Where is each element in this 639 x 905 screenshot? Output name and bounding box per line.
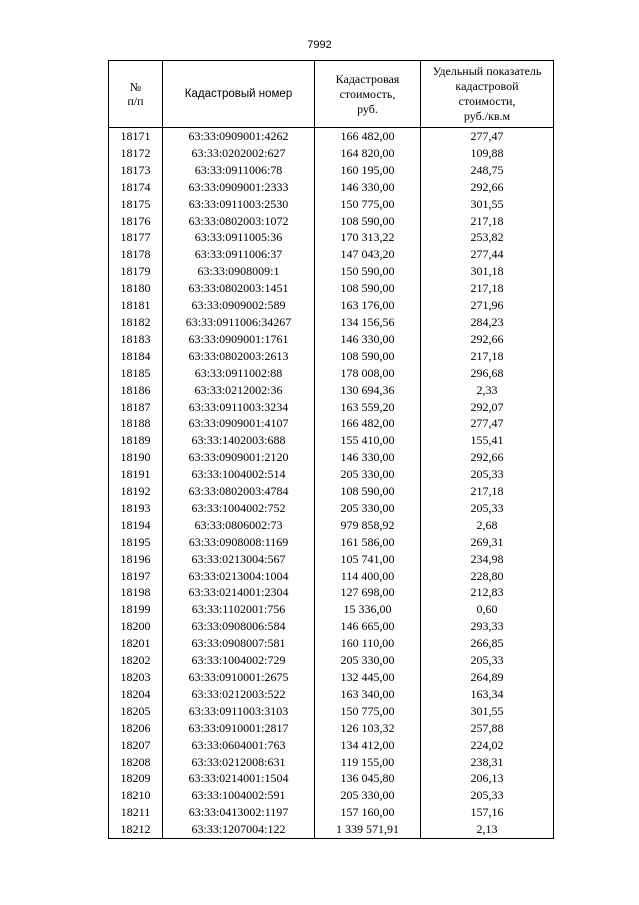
row-number-cell: 18195 [109, 534, 163, 551]
cadastral-number-cell: 63:33:0909001:2333 [163, 179, 315, 196]
cadastral-cost-cell: 205 330,00 [315, 500, 421, 517]
cadastral-number-cell: 63:33:0909002:589 [163, 297, 315, 314]
row-number-cell: 18204 [109, 686, 163, 703]
specific-indicator-cell: 2,68 [421, 517, 554, 534]
cadastral-number-cell: 63:33:0909001:4107 [163, 415, 315, 432]
cadastral-number-cell: 63:33:1004002:591 [163, 787, 315, 804]
cadastral-number-cell: 63:33:0911003:3234 [163, 399, 315, 416]
specific-indicator-cell: 257,88 [421, 720, 554, 737]
cadastral-cost-cell: 163 176,00 [315, 297, 421, 314]
cadastral-number-cell: 63:33:0908009:1 [163, 263, 315, 280]
specific-indicator-cell: 292,66 [421, 449, 554, 466]
specific-indicator-cell: 212,83 [421, 584, 554, 601]
row-number-cell: 18175 [109, 196, 163, 213]
table-row [109, 432, 554, 449]
cadastral-number-cell: 63:33:0213004:567 [163, 551, 315, 568]
header-number-line2: п/п [127, 94, 144, 108]
cadastral-number-cell: 63:33:0802003:2613 [163, 348, 315, 365]
cadastral-number-cell: 63:33:1004002:729 [163, 652, 315, 669]
table-row [109, 449, 554, 466]
cadastral-number-cell: 63:33:0911006:78 [163, 162, 315, 179]
cadastral-cost-cell: 134 156,56 [315, 314, 421, 331]
cadastral-cost-cell: 205 330,00 [315, 787, 421, 804]
specific-indicator-cell: 2,13 [421, 821, 554, 838]
cadastral-number-cell: 63:33:0202002:627 [163, 145, 315, 162]
cadastral-cost-cell: 108 590,00 [315, 213, 421, 230]
cadastral-number-cell: 63:33:0802003:1451 [163, 280, 315, 297]
cadastral-cost-cell: 108 590,00 [315, 483, 421, 500]
header-cost-line3: руб. [357, 101, 378, 116]
row-number-cell: 18200 [109, 618, 163, 635]
specific-indicator-cell: 292,07 [421, 399, 554, 416]
cadastral-cost-cell: 147 043,20 [315, 246, 421, 263]
specific-indicator-cell: 163,34 [421, 686, 554, 703]
table-row [109, 787, 554, 804]
table-row [109, 213, 554, 230]
cadastral-number-cell: 63:33:0802003:4784 [163, 483, 315, 500]
cadastral-cost-cell: 979 858,92 [315, 517, 421, 534]
cadastral-cost-cell: 170 313,22 [315, 229, 421, 246]
table-row [109, 652, 554, 669]
table-row [109, 534, 554, 551]
header-spec-line3: стоимости, [458, 94, 516, 108]
specific-indicator-cell: 277,44 [421, 246, 554, 263]
cadastral-number-cell: 63:33:0911002:88 [163, 365, 315, 382]
specific-indicator-cell: 296,68 [421, 365, 554, 382]
cadastral-cost-cell: 160 110,00 [315, 635, 421, 652]
table-row [109, 399, 554, 416]
table-row [109, 382, 554, 399]
cadastral-cost-cell: 15 336,00 [315, 601, 421, 618]
cadastral-number-cell: 63:33:0908007:581 [163, 635, 315, 652]
row-number-cell: 18191 [109, 466, 163, 483]
cadastral-cost-cell: 108 590,00 [315, 280, 421, 297]
row-number-cell: 18193 [109, 500, 163, 517]
specific-indicator-cell: 292,66 [421, 331, 554, 348]
row-number-cell: 18186 [109, 382, 163, 399]
cadastral-number-cell: 63:33:0911006:37 [163, 246, 315, 263]
specific-indicator-cell: 253,82 [421, 229, 554, 246]
header-number [109, 61, 163, 128]
cadastral-number-cell: 63:33:0908006:584 [163, 618, 315, 635]
table-row [109, 365, 554, 382]
cadastral-number-cell: 63:33:0908008:1169 [163, 534, 315, 551]
specific-indicator-cell: 228,80 [421, 568, 554, 585]
cadastral-number-cell: 63:33:0909001:1761 [163, 331, 315, 348]
header-cost-line2: стоимость, [339, 86, 396, 101]
row-number-cell: 18196 [109, 551, 163, 568]
specific-indicator-cell: 293,33 [421, 618, 554, 635]
row-number-cell: 18201 [109, 635, 163, 652]
header-cost-line1: Кадастровая [335, 71, 400, 86]
table-row [109, 770, 554, 787]
specific-indicator-cell: 217,18 [421, 280, 554, 297]
header-cadastral-number: Кадастровый номер [163, 61, 315, 128]
header-number-line1: № [129, 80, 142, 94]
table-row [109, 737, 554, 754]
cadastral-cost-cell: 146 330,00 [315, 449, 421, 466]
row-number-cell: 18192 [109, 483, 163, 500]
cadastral-cost-cell: 150 775,00 [315, 703, 421, 720]
specific-indicator-cell: 292,66 [421, 179, 554, 196]
specific-indicator-cell: 301,55 [421, 703, 554, 720]
cadastral-number-cell: 63:33:1004002:752 [163, 500, 315, 517]
row-number-cell: 18182 [109, 314, 163, 331]
row-number-cell: 18202 [109, 652, 163, 669]
cadastral-cost-cell: 164 820,00 [315, 145, 421, 162]
row-number-cell: 18210 [109, 787, 163, 804]
table-row [109, 196, 554, 213]
cadastral-cost-cell: 150 775,00 [315, 196, 421, 213]
row-number-cell: 18183 [109, 331, 163, 348]
specific-indicator-cell: 277,47 [421, 128, 554, 145]
row-number-cell: 18198 [109, 584, 163, 601]
cadastral-cost-cell: 163 559,20 [315, 399, 421, 416]
row-number-cell: 18207 [109, 737, 163, 754]
specific-indicator-cell: 109,88 [421, 145, 554, 162]
table-row [109, 635, 554, 652]
specific-indicator-cell: 206,13 [421, 770, 554, 787]
cadastral-number-cell: 63:33:0911003:2530 [163, 196, 315, 213]
cadastral-table [108, 60, 554, 839]
cadastral-cost-cell: 132 445,00 [315, 669, 421, 686]
cadastral-number-cell: 63:33:0910001:2817 [163, 720, 315, 737]
specific-indicator-cell: 266,85 [421, 635, 554, 652]
cadastral-number-cell: 63:33:0214001:1504 [163, 770, 315, 787]
specific-indicator-cell: 155,41 [421, 432, 554, 449]
cadastral-number-cell: 63:33:0604001:763 [163, 737, 315, 754]
row-number-cell: 18197 [109, 568, 163, 585]
row-number-cell: 18177 [109, 229, 163, 246]
table-row [109, 162, 554, 179]
cadastral-cost-cell: 166 482,00 [315, 128, 421, 145]
table-row [109, 720, 554, 737]
row-number-cell: 18187 [109, 399, 163, 416]
table-row [109, 466, 554, 483]
row-number-cell: 18174 [109, 179, 163, 196]
specific-indicator-cell: 217,18 [421, 348, 554, 365]
table-row [109, 584, 554, 601]
specific-indicator-cell: 277,47 [421, 415, 554, 432]
header-spec-line4: руб./кв.м [463, 109, 511, 123]
cadastral-number-cell: 63:33:0214001:2304 [163, 584, 315, 601]
cadastral-cost-cell: 119 155,00 [315, 754, 421, 771]
cadastral-number-cell: 63:33:0911005:36 [163, 229, 315, 246]
specific-indicator-cell: 205,33 [421, 500, 554, 517]
table-row [109, 483, 554, 500]
cadastral-number-cell: 63:33:0911003:3103 [163, 703, 315, 720]
row-number-cell: 18206 [109, 720, 163, 737]
table-row [109, 314, 554, 331]
cadastral-number-cell: 63:33:1102001:756 [163, 601, 315, 618]
row-number-cell: 18188 [109, 415, 163, 432]
specific-indicator-cell: 269,31 [421, 534, 554, 551]
table-row [109, 754, 554, 771]
page-number: 7992 [307, 39, 332, 51]
table-body [109, 128, 554, 839]
cadastral-cost-cell: 146 330,00 [315, 179, 421, 196]
table-row [109, 331, 554, 348]
table-row [109, 618, 554, 635]
specific-indicator-cell: 157,16 [421, 804, 554, 821]
table-row [109, 297, 554, 314]
table-row [109, 669, 554, 686]
table-row [109, 280, 554, 297]
table-row [109, 246, 554, 263]
table-row [109, 348, 554, 365]
header-spec-line1: Удельный показатель [432, 64, 542, 78]
header-spec-line2: кадастровой [455, 79, 519, 93]
table-row [109, 804, 554, 821]
row-number-cell: 18178 [109, 246, 163, 263]
row-number-cell: 18176 [109, 213, 163, 230]
cadastral-number-cell: 63:33:0212002:36 [163, 382, 315, 399]
table-row [109, 703, 554, 720]
table-row [109, 601, 554, 618]
cadastral-cost-cell: 205 330,00 [315, 466, 421, 483]
specific-indicator-cell: 0,60 [421, 601, 554, 618]
specific-indicator-cell: 264,89 [421, 669, 554, 686]
cadastral-cost-cell: 108 590,00 [315, 348, 421, 365]
table-row [109, 686, 554, 703]
table-row [109, 128, 554, 145]
row-number-cell: 18211 [109, 804, 163, 821]
cadastral-cost-cell: 178 008,00 [315, 365, 421, 382]
cadastral-cost-cell: 114 400,00 [315, 568, 421, 585]
cadastral-cost-cell: 136 045,80 [315, 770, 421, 787]
row-number-cell: 18199 [109, 601, 163, 618]
cadastral-number-cell: 63:33:0910001:2675 [163, 669, 315, 686]
cadastral-cost-cell: 127 698,00 [315, 584, 421, 601]
specific-indicator-cell: 301,55 [421, 196, 554, 213]
cadastral-cost-cell: 146 330,00 [315, 331, 421, 348]
specific-indicator-cell: 224,02 [421, 737, 554, 754]
specific-indicator-cell: 248,75 [421, 162, 554, 179]
cadastral-cost-cell: 163 340,00 [315, 686, 421, 703]
cadastral-cost-cell: 126 103,32 [315, 720, 421, 737]
specific-indicator-cell: 238,31 [421, 754, 554, 771]
table-header-row [109, 61, 554, 128]
cadastral-cost-cell: 166 482,00 [315, 415, 421, 432]
specific-indicator-cell: 234,98 [421, 551, 554, 568]
cadastral-number-cell: 63:33:0909001:2120 [163, 449, 315, 466]
table-row [109, 500, 554, 517]
cadastral-cost-cell: 205 330,00 [315, 652, 421, 669]
row-number-cell: 18194 [109, 517, 163, 534]
row-number-cell: 18208 [109, 754, 163, 771]
cadastral-cost-cell: 1 339 571,91 [315, 821, 421, 838]
specific-indicator-cell: 301,18 [421, 263, 554, 280]
cadastral-number-cell: 63:33:0802003:1072 [163, 213, 315, 230]
cadastral-number-cell: 63:33:0413002:1197 [163, 804, 315, 821]
specific-indicator-cell: 284,23 [421, 314, 554, 331]
row-number-cell: 18179 [109, 263, 163, 280]
cadastral-cost-cell: 150 590,00 [315, 263, 421, 280]
cadastral-cost-cell: 146 665,00 [315, 618, 421, 635]
cadastral-number-cell: 63:33:1004002:514 [163, 466, 315, 483]
table-row [109, 551, 554, 568]
cadastral-number-cell: 63:33:0212008:631 [163, 754, 315, 771]
table-row [109, 568, 554, 585]
specific-indicator-cell: 217,18 [421, 213, 554, 230]
table-row [109, 179, 554, 196]
row-number-cell: 18190 [109, 449, 163, 466]
row-number-cell: 18172 [109, 145, 163, 162]
cadastral-number-cell: 63:33:0212003:522 [163, 686, 315, 703]
specific-indicator-cell: 205,33 [421, 652, 554, 669]
specific-indicator-cell: 271,96 [421, 297, 554, 314]
table-row [109, 517, 554, 534]
row-number-cell: 18181 [109, 297, 163, 314]
row-number-cell: 18173 [109, 162, 163, 179]
row-number-cell: 18184 [109, 348, 163, 365]
table-row [109, 145, 554, 162]
row-number-cell: 18205 [109, 703, 163, 720]
cadastral-cost-cell: 134 412,00 [315, 737, 421, 754]
header-specific-indicator [421, 61, 554, 128]
row-number-cell: 18203 [109, 669, 163, 686]
table-row [109, 415, 554, 432]
row-number-cell: 18185 [109, 365, 163, 382]
cadastral-cost-cell: 105 741,00 [315, 551, 421, 568]
cadastral-number-cell: 63:33:1402003:688 [163, 432, 315, 449]
cadastral-number-cell: 63:33:1207004:122 [163, 821, 315, 838]
cadastral-number-cell: 63:33:0806002:73 [163, 517, 315, 534]
specific-indicator-cell: 2,33 [421, 382, 554, 399]
row-number-cell: 18189 [109, 432, 163, 449]
cadastral-cost-cell: 155 410,00 [315, 432, 421, 449]
row-number-cell: 18180 [109, 280, 163, 297]
cadastral-cost-cell: 160 195,00 [315, 162, 421, 179]
row-number-cell: 18171 [109, 128, 163, 145]
cadastral-cost-cell: 157 160,00 [315, 804, 421, 821]
cadastral-cost-cell: 130 694,36 [315, 382, 421, 399]
row-number-cell: 18209 [109, 770, 163, 787]
header-cadastral-cost [315, 61, 421, 128]
table-row [109, 263, 554, 280]
specific-indicator-cell: 205,33 [421, 787, 554, 804]
cadastral-number-cell: 63:33:0911006:34267 [163, 314, 315, 331]
cadastral-cost-cell: 161 586,00 [315, 534, 421, 551]
specific-indicator-cell: 217,18 [421, 483, 554, 500]
row-number-cell: 18212 [109, 821, 163, 838]
table-row [109, 229, 554, 246]
specific-indicator-cell: 205,33 [421, 466, 554, 483]
cadastral-number-cell: 63:33:0213004:1004 [163, 568, 315, 585]
cadastral-number-cell: 63:33:0909001:4262 [163, 128, 315, 145]
table-row [109, 821, 554, 838]
